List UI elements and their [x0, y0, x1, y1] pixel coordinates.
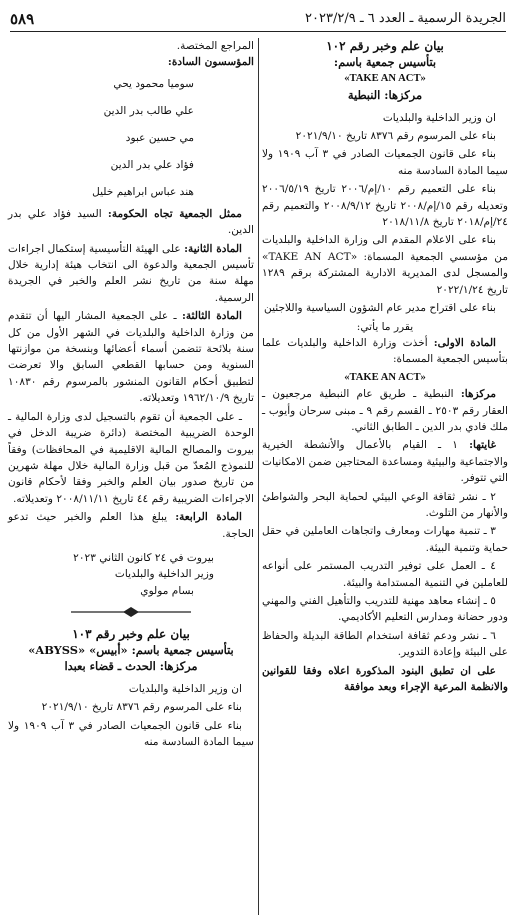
article-text: يبلغ هذا العلم والخبر حيث تدعو الحاجة.	[8, 511, 254, 540]
paragraph: ان وزير الداخلية والبلديات	[382, 111, 496, 124]
notice-subtitle: بتأسيس جمعية باسم:	[333, 55, 437, 70]
goal-item: ٢ ـ نشر ثقافة الوعي البيئي لحماية البحر والشواطئ والأنهار من التلوث.	[262, 490, 508, 519]
goal-item: ٥ ـ إنشاء معاهد مهنية للتدريب والتأهيل الفني والمهني ودور حضانة ومدارس التعليم الأكاديمي.	[262, 595, 508, 624]
association-hq: مركزها: النبطية	[347, 88, 423, 103]
paragraph: بناء على قانون الجمعيات الصادر في ٣ آب ١٩٠٩ ولا سيما المادة السادسة منه	[8, 719, 254, 748]
paragraph: بناء على المرسوم رقم ٨٣٧٦ تاريخ ٢٠٢١/٩/١٠	[295, 130, 496, 143]
paragraph: بناء على التعميم رقم ١٠/إم/٢٠٠٦ تاريخ ٢٠٠٦/٥/١٩ وتعديله رقم ١٥/إم/٢٠٠٨ تاريخ ٢٠٠٨/٩/١٢ والتعميم رقم ٢٤/إم/٢٠١٨ تاريخ ٢٠١٨/١١/٨	[262, 183, 508, 229]
paragraph: بناء على المرسوم رقم ٨٣٧٦ تاريخ ٢٠٢١/٩/١٠	[41, 701, 242, 714]
government-rep	[8, 206, 254, 239]
founder-name: هند عباس ابراهيم خليل	[92, 185, 194, 198]
association-name: «TAKE AN ACT»	[344, 72, 426, 84]
rep-label: ممثل الجمعية تجاه الحكومة:	[107, 207, 242, 220]
column-divider	[258, 38, 259, 915]
issue-title: الجريدة الرسمية ـ العدد ٦ ـ ٢٠٢٣/٢/٩	[305, 11, 506, 26]
goal-item: ١ ـ القيام بالأعمال والأنشطة الخيرية والاجتماعية والبيئية ومساعدة المحتاجين ضمن الامكانيات التي تتوفر.	[262, 439, 508, 485]
goal-item: ٦ ـ نشر ودعم ثقافة استخدام الطاقة البديلة والحفاظ على البيئة وإعادة التدوير.	[262, 629, 508, 659]
signature-place-date: بيروت في ٢٤ كانون الثاني ٢٠٢٣	[73, 551, 214, 564]
left-column	[8, 38, 254, 752]
notice-title: بيان علم وخبر رقم ١٠٢	[326, 39, 444, 53]
article-1	[262, 335, 508, 368]
article-label: المادة الاولى:	[433, 336, 496, 349]
article-text: ـ على الجمعية المشار اليها أن تتقدم من وزارة الداخلية والبلديات في الشهر الأول من كل سنة بلائحة تتضمن أسماء أعضائها وبنسخة من موازنتها السنوية ومن حسابها القطعي السابق والا تعرضت لتطبيق أحكام القانون المنشور بالمرسوم رقم ١٠٨٣٠ تاريخ ١٩٦٢/١٠/٩ وتعديلاته.	[8, 310, 254, 405]
article-label: المادة الثالثة:	[181, 310, 242, 323]
goals-label: غايتها:	[469, 439, 497, 452]
notice-2-subtitle: بتأسيس جمعية باسم: «أبيس» «ABYSS»	[28, 642, 234, 657]
article-text: على الهيئة التأسيسية إستكمال اجراءات تأسيس الجمعية والدعوة الى انتخاب هيئة إدارية خلال مهلة سنة من تاريخ نشر العلم والخبر في الجريدة الرسمية.	[8, 242, 254, 304]
notice-2-hq: مركزها: الحدث ـ قضاء بعبدا	[64, 659, 198, 674]
founder-name: مي حسين عبود	[125, 131, 194, 144]
references: المراجع المختصة.	[176, 40, 254, 52]
article-3-tax: ـ على الجمعية أن تقوم بالتسجيل لدى وزارة المالية ـ الوحدة الضريبية المختصة (دائرة ضريبة الدخل في بيروت والمصالح المالية الاقليمية في المحافظات) وفقاً للنموذج المُعدّ من قبل وزارة المالية خلال مهلة شهرين من تاريخ صدور بيان العلم والخبر وفقا لأحكام قانون الاجراءات الضريبية رقم ٤٤ تاريخ ٢٠٠٨/١١/١١ وتعديلاته.	[8, 410, 254, 505]
paragraph: بناء على قانون الجمعيات الصادر في ٣ آب ١٩٠٩ ولا سيما المادة السادسة منه	[262, 148, 508, 177]
hq-detail	[262, 386, 508, 435]
founders-label: المؤسسون السادة:	[167, 56, 254, 69]
right-column	[262, 38, 508, 697]
article-4	[8, 509, 254, 542]
association-name-repeat: «TAKE AN ACT»	[344, 371, 426, 383]
rep-text: السيد فؤاد علي بدر الدين.	[8, 207, 254, 237]
goal-item: ٤ ـ العمل على توفير التدريب المستمر على أنواعه للعاملين في التنمية المستدامة والبيئة.	[262, 560, 508, 589]
article-label: المادة الثانية:	[184, 242, 242, 255]
article-label: المادة الرابعة:	[175, 511, 242, 524]
hq-label: مركزها:	[460, 388, 496, 401]
section-separator	[8, 605, 254, 621]
founder-name: علي طالب بدر الدين	[103, 104, 194, 117]
founder-name: فؤاد علي بدر الدين	[110, 158, 194, 171]
closing-text: على ان تطبق البنود المذكورة اعلاه وفقا للقوانين والانظمة المرعية الإجراء وبعد موافقة	[262, 664, 508, 694]
paragraph: بناء على الاعلام المقدم الى وزارة الداخلية والبلديات من مؤسسي الجمعية المسماة: «TAKE AN ACT» والمسجل لدى المديرية الادارية المشتركة برقم ١٢٨٩ تاريخ ٢٠٢٢/١/٢٤	[262, 234, 508, 296]
goals	[262, 437, 508, 486]
article-2	[8, 241, 254, 307]
goal-item: ٣ ـ تنمية مهارات ومعارف واتجاهات العاملين في حقل حماية وتنمية البيئة.	[262, 525, 508, 554]
founder-name: سوميا محمود يحي	[113, 77, 194, 90]
decides-line: يقرر ما يأتي:	[356, 320, 414, 333]
paragraph: ان وزير الداخلية والبلديات	[128, 682, 242, 695]
signature-name: بسام مولوي	[140, 584, 194, 597]
article-text: أخذت وزارة الداخلية والبلديات علما بتأسيس الجمعية المسماة:	[262, 336, 508, 366]
page-header	[10, 6, 506, 32]
hq-text: النبطية ـ طريق عام النبطية مرجعيون ـ العقار رقم ٢٥٠٣ ـ القسم رقم ٩ ـ مبنى سرحان وأيوب ـ ملك فادي بدر الدين ـ الطابق الثاني.	[262, 388, 508, 433]
notice-2-title: بيان علم وخبر رقم ١٠٣	[72, 626, 190, 641]
page-number: ٥٨٩	[10, 9, 35, 28]
article-3	[8, 308, 254, 406]
ornament-icon	[71, 607, 191, 617]
paragraph: بناء على اقتراح مدير عام الشؤون السياسية واللاجئين	[264, 302, 496, 315]
signature-title: وزير الداخلية والبلديات	[114, 568, 214, 581]
